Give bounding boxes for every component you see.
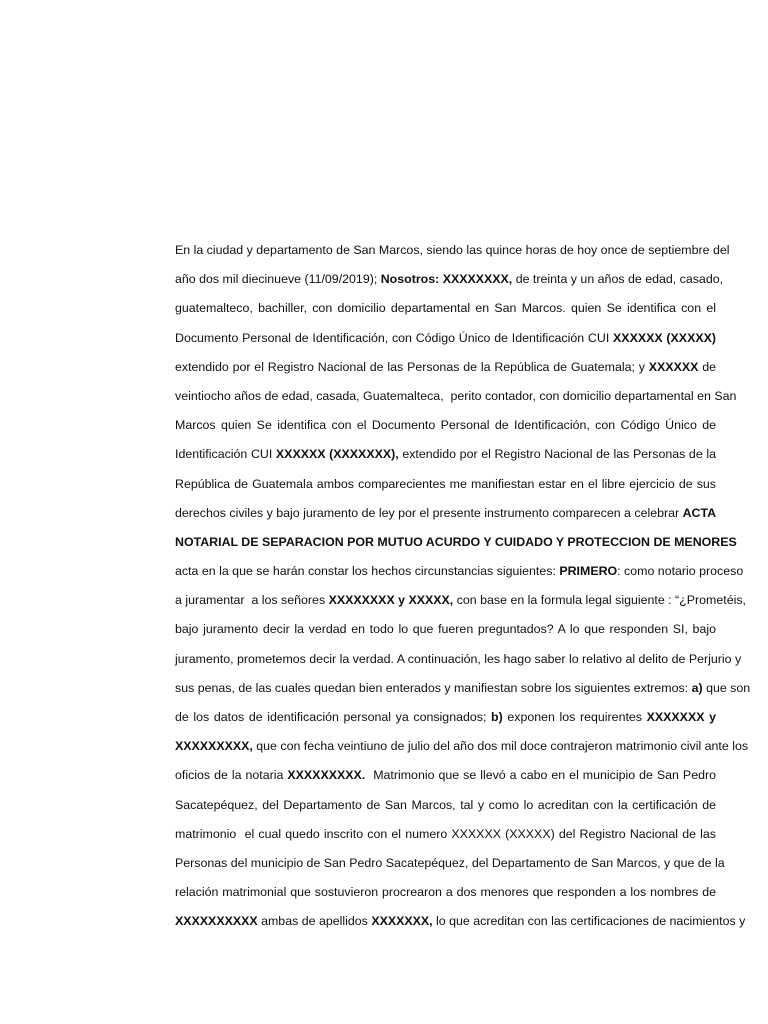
document-line: [175, 528, 737, 557]
text-segment: guatemalteco, bachiller, con domicilio departamental en San Marcos. quien Se identifica con el: [175, 301, 716, 316]
document-line: [175, 382, 737, 411]
document-line: [175, 557, 744, 586]
bold-text-segment: ACTA: [682, 505, 717, 520]
document-line: [175, 849, 725, 878]
text-segment: extendido por el Registro Nacional de las Personas de la: [398, 447, 716, 462]
bold-text-segment: XXXXXX: [648, 359, 699, 374]
document-line: [175, 907, 746, 936]
text-segment: juramento, prometemos decir la verdad. A continuación, les hago saber lo relativo al delito de Perjurio y: [175, 651, 742, 666]
text-segment: veintiocho años de edad, casada, Guatemalteca, perito contador, con domicilio departamental en San: [175, 388, 737, 403]
bold-text-segment: XXXXXXXXX.: [287, 768, 366, 783]
text-segment: sus penas, de las cuales quedan bien enterados y manifiestan sobre los siguientes extremos:: [175, 680, 692, 695]
bold-text-segment: b): [491, 710, 503, 724]
text-segment: relación matrimonial que sostuvieron procrearon a dos menores que responden a los nombres de: [175, 885, 716, 900]
bold-text-segment: Nosotros: XXXXXXXX,: [380, 272, 513, 287]
bold-text-segment: PRIMERO: [559, 564, 618, 579]
document-line: [175, 615, 716, 644]
document-line: [175, 761, 716, 790]
document-line: [175, 265, 724, 294]
bold-text-segment: XXXXXXXX y XXXXX,: [328, 593, 454, 608]
text-segment: con base en la formula legal siguiente : “¿Prometéis,: [453, 593, 746, 608]
document-line: [175, 294, 716, 323]
text-segment: derechos civiles y bajo juramento de ley por el presente instrumento comparecen a celebrar: [175, 505, 683, 520]
text-segment: Matrimonio que se llevó a cabo en el municipio de San Pedro: [365, 768, 716, 783]
document-line: [175, 353, 716, 382]
document-line: [175, 674, 751, 703]
text-segment: Marcos quien Se identifica con el Documento Personal de Identificación, con Código Único de: [175, 418, 716, 433]
text-segment: Documento Personal de Identificación, con Código Único de Identificación CUI: [175, 330, 614, 345]
document-line: [175, 411, 716, 440]
text-segment: a juramentar a los señores: [175, 593, 329, 608]
text-segment: República de Guatemala ambos comparecientes me manifiestan estar en el libre ejercicio de sus: [175, 476, 716, 491]
document-line: [175, 470, 716, 499]
text-segment: En la ciudad y departamento de San Marcos, siendo las quince horas de hoy once de septiembre del: [175, 243, 730, 257]
bold-text-segment: XXXXXXXXXX: [175, 914, 258, 929]
document-line: [175, 878, 716, 907]
document-body-text: [175, 236, 751, 937]
document-line: [175, 645, 742, 674]
bold-text-segment: XXXXXXXXX,: [175, 739, 253, 754]
text-segment: lo que acreditan con las certificaciones de nacimientos y: [432, 914, 746, 929]
bold-text-segment: NOTARIAL DE SEPARACION POR MUTUO ACURDO Y CUIDADO Y PROTECCION DE MENORES: [175, 534, 737, 549]
text-segment: exponen los requirentes: [502, 710, 647, 724]
text-segment: acta en la que se harán constar los hechos circunstancias siguientes:: [175, 564, 560, 579]
text-segment: extendido por el Registro Nacional de las Personas de la República de Guatemala; y: [175, 359, 649, 374]
document-line: [175, 324, 716, 353]
document-line: [175, 586, 746, 615]
document-line: [175, 820, 716, 849]
text-segment: ambas de apellidos: [257, 914, 372, 929]
text-segment: que con fecha veintiuno de julio del año dos mil doce contrajeron matrimonio civil ante los: [252, 739, 749, 754]
text-segment: Sacatepéquez, del Departamento de San Marcos, tal y como lo acreditan con la certificación de: [175, 797, 716, 812]
text-segment: de treinta y un años de edad, casado,: [512, 272, 724, 287]
document-line: [175, 732, 749, 761]
text-segment: de: [698, 359, 716, 374]
document-line: [175, 791, 716, 820]
text-segment: bajo juramento decir la verdad en todo lo que fueren preguntados? A lo que responden SI, bajo: [175, 622, 716, 637]
text-segment: Personas del municipio de San Pedro Sacatepéquez, del Departamento de San Marcos, y que de la: [175, 855, 725, 870]
text-segment: matrimonio el cual quedo inscrito con el numero XXXXXX (XXXXX) del Registro Nacional de las: [175, 826, 716, 841]
text-segment: que son: [702, 680, 751, 695]
bold-text-segment: XXXXXXX y: [646, 710, 716, 724]
bold-text-segment: XXXXXX (XXXXXXX),: [275, 447, 399, 462]
bold-text-segment: XXXXXXX,: [371, 914, 433, 929]
document-line: [175, 499, 716, 528]
bold-text-segment: XXXXXX (XXXXX): [613, 330, 716, 345]
bold-text-segment: a): [691, 680, 703, 695]
text-segment: año dos mil diecinueve (11/09/2019);: [175, 272, 381, 287]
text-segment: oficios de la notaria: [175, 768, 288, 783]
text-segment: de los datos de identificación personal ya consignados;: [175, 710, 492, 724]
document-line: [175, 236, 730, 265]
document-line: [175, 703, 716, 732]
text-segment: : como notario proceso: [617, 564, 744, 579]
document-line: [175, 440, 716, 469]
text-segment: Identificación CUI: [175, 447, 276, 462]
